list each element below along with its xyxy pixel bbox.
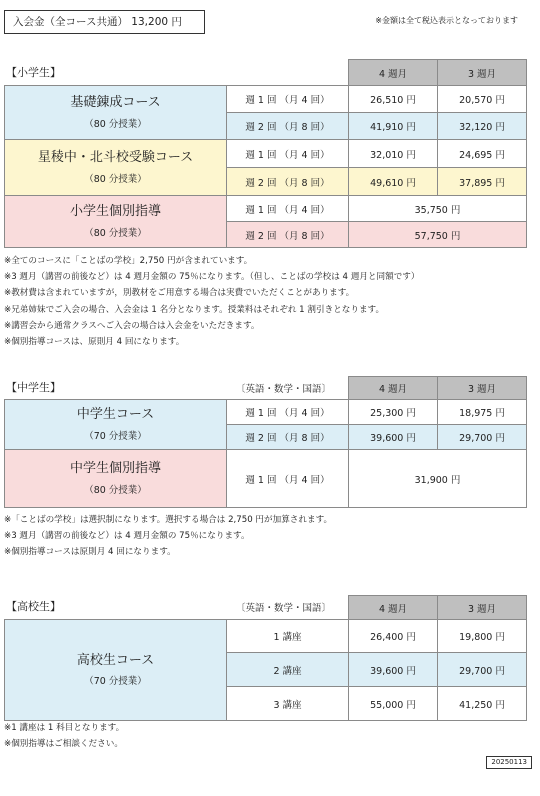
table-header-row [5,596,527,620]
junior-notes [4,512,332,561]
date-code: 20250113 [486,756,532,769]
price-4weeks: 55,000 円 [349,687,438,721]
junior-section-label: 【中学生】 [6,381,61,394]
high-subjects: 〔英語・数学・国語〕 [236,603,332,614]
note-line: ※個別指導コースは原則月 4 回になります。 [4,547,176,558]
high-price-table [4,595,527,721]
col-header-3weeks: 3 週月 [438,596,527,620]
note-line: ※兄弟姉妹でご入会の場合、入会金は 1 名分となります。授業料はそれぞれ 1 割引きとなります。 [4,304,385,315]
course-duration: （70 分授業） [84,430,147,442]
table-header-row [5,60,527,86]
price-3weeks: 24,695 円 [438,140,527,168]
course-name: 基礎錬成コース [70,95,161,111]
col-header-3weeks: 3 週月 [438,377,527,400]
course-duration: （80 分授業） [84,173,147,185]
course-duration: （80 分授業） [84,484,147,496]
table-row [5,196,527,222]
price-3weeks: 37,895 円 [438,168,527,196]
elementary-notes [4,253,419,350]
course-name-cell [5,450,227,508]
price-3weeks: 41,250 円 [438,687,527,721]
high-notes [4,720,124,752]
course-name-cell [5,86,227,140]
frequency-cell: 週 2 回 （月 8 回） [227,168,349,196]
junior-price-table [4,376,527,508]
price-4weeks: 49,610 円 [349,168,438,196]
price-4weeks: 26,510 円 [349,86,438,113]
course-name-cell [5,140,227,196]
course-duration: （80 分授業） [84,227,147,239]
frequency-cell: 週 1 回 （月 4 回） [227,86,349,113]
table-header-row [5,377,527,400]
table-row [5,450,527,508]
table-row [5,86,527,113]
elementary-section-label: 【小学生】 [6,66,61,79]
frequency-cell: 1 講座 [227,620,349,653]
frequency-cell: 3 講座 [227,687,349,721]
price-flat: 35,750 円 [349,196,527,222]
course-name-cell [5,400,227,450]
note-line: ※「ことばの学校」は選択制になります。選択する場合は 2,750 円が加算されます。 [4,515,333,525]
course-duration: （80 分授業） [84,118,147,130]
entry-fee-text: 入会金（全コース共通） 13,200 円 [13,16,182,28]
frequency-cell: 週 2 回 （月 8 回） [227,425,349,450]
price-3weeks: 18,975 円 [438,400,527,425]
frequency-cell: 週 1 回 （月 4 回） [227,196,349,222]
note-line: ※個別指導コースは、原則月 4 回になります。 [4,337,185,348]
note-line: ※3 週月（講習の前後など）は 4 週月金額の 75％になります。（但し、ことばの学校は 4 週月と同額です） [4,272,420,283]
frequency-cell: 週 2 回 （月 8 回） [227,113,349,140]
course-name: 高校生コース [76,652,155,668]
col-header-4weeks: 4 週月 [349,60,438,86]
note-line: ※3 週月（講習の前後など）は 4 週月金額の 75％になります。 [4,531,250,542]
note-line: ※全てのコースに「ことばの学校」2,750 円が含まれています。 [4,256,253,266]
col-header-3weeks: 3 週月 [438,60,527,86]
course-duration: （70 分授業） [84,676,147,688]
col-header-4weeks: 4 週月 [349,596,438,620]
note-line: ※1 講座は 1 科目となります。 [4,723,125,733]
frequency-cell: 週 2 回 （月 8 回） [227,222,349,248]
col-header-4weeks: 4 週月 [349,377,438,400]
table-row [5,140,527,168]
price-3weeks: 29,700 円 [438,653,527,687]
course-name-cell [5,620,227,721]
course-name: 星稜中・北斗校受験コース [37,150,194,166]
price-4weeks: 39,600 円 [349,425,438,450]
frequency-cell: 2 講座 [227,653,349,687]
course-name: 中学生コース [76,407,155,423]
entry-fee-box [4,10,205,34]
table-row [5,620,527,653]
frequency-cell: 週 1 回 （月 4 回） [227,450,349,508]
note-line: ※教材費は含まれていますが，別教材をご用意する場合は実費でいただくことがあります。 [4,288,355,299]
frequency-cell: 週 1 回 （月 4 回） [227,400,349,425]
price-4weeks: 41,910 円 [349,113,438,140]
price-flat: 57,750 円 [349,222,527,248]
tax-note: ※金額は全て税込表示となっております [375,16,518,25]
price-4weeks: 32,010 円 [349,140,438,168]
course-name: 中学生個別指導 [69,461,161,477]
note-line: ※講習会から通常クラスへご入会の場合は入会金をいただきます。 [4,320,260,331]
price-4weeks: 39,600 円 [349,653,438,687]
course-name: 小学生個別指導 [69,204,161,220]
junior-subjects: 〔英語・数学・国語〕 [236,384,332,395]
price-3weeks: 29,700 円 [438,425,527,450]
high-section-label: 【高校生】 [6,600,61,613]
note-line: ※個別指導はご相談ください。 [4,739,123,750]
price-3weeks: 32,120 円 [438,113,527,140]
elementary-price-table [4,59,527,248]
price-4weeks: 26,400 円 [349,620,438,653]
frequency-cell: 週 1 回 （月 4 回） [227,140,349,168]
price-flat: 31,900 円 [349,450,527,508]
price-3weeks: 19,800 円 [438,620,527,653]
course-name-cell [5,196,227,248]
price-3weeks: 20,570 円 [438,86,527,113]
price-4weeks: 25,300 円 [349,400,438,425]
table-row [5,400,527,425]
